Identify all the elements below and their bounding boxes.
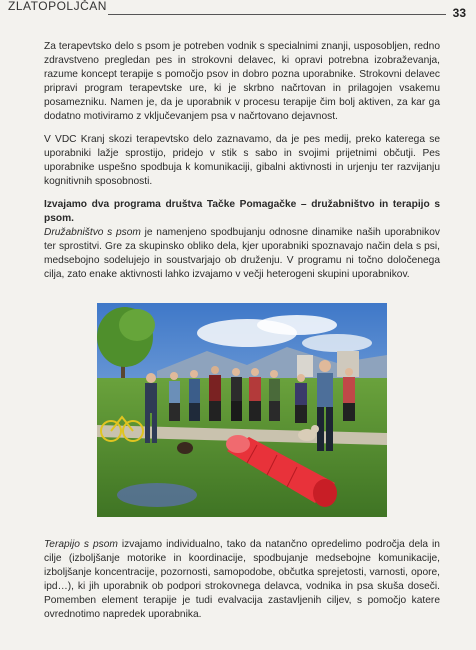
companionship-text: je namenjeno spodbujanju odnosne dinamike naših uporabnikov ter sprostitvi. Gre za skupinsko obliko dela, kjer uporabniki spoznavajo način dela s psi, medsebojno sodelujejo in soustvarjajo ob druženju. V programu ni točno določenega cilja, zato enake aktivnosti lahko izvajamo v večji heterogeni skupini uporabnikov. <box>44 227 440 280</box>
paragraph-programs <box>44 198 440 282</box>
companionship-term: Družabništvo s psom <box>44 227 141 238</box>
therapy-text: izvajamo individualno, tako da natančno opredelimo področja dela in cilje (izboljšanje motorike in koordinacije, spodbujanje medsebojne komunikacije, izboljšanje koncentracije, pozornosti, samopodobe, občutka sprejetosti, varnosti, opore, ipd…), ki jih uporabnik ob podpori strokovnega delavca, vodnika in psa skuša doseči. Pomemben element terapije je tudi evalvacija zastavljenih ciljev, s pomočjo katere ovrednotimo napredek uporabnika. <box>44 539 440 621</box>
therapy-term: Terapijo s psom <box>44 539 118 551</box>
paragraph-therapy-requirements: Za terapevtsko delo s psom je potreben vodnik s specialnimi znanji, usposobljen, redno zdravstveno pregledan pes in strokovni delavec, ki opravi potrebna izobraževanja, razume koncept terapije s pomočjo psov in dobro pozna uporabnike. Strokovni delavec pripravi program terapevtske ure, ki je skrbno načrtovan in prilagojen vsakemu posamezniku. Namen je, da je uporabnik v procesu terapije čim bolj aktiven, za kar ga dodatno motiviramo z vključevanjem psa v načrtovano dejavnost. <box>44 41 440 122</box>
paragraph-therapy <box>44 528 440 632</box>
paragraph-vdc-kranj: V VDC Kranj skozi terapevtsko delo zaznavamo, da je pes medij, preko katerega se uporabniki lažje sprostijo, pridejo v stik s sabo in svojimi prijetnimi občutji. Pes uporabnike uspešno spodbuja k komunikaciji, gibalni aktivnosti in urjenju ter razvijanju kognitivnih sposobnosti. <box>44 134 440 187</box>
magazine-title: ZLATOPOLJČAN <box>8 0 107 13</box>
header-rule <box>108 14 446 15</box>
programs-subheading: Izvajamo dva programa društva Tačke Pomagačke – družabništvo in terapijo s psom. <box>44 199 440 224</box>
page-header <box>8 2 446 18</box>
group-photo <box>97 303 387 517</box>
article-body <box>44 40 440 282</box>
page-number: 33 <box>452 6 466 20</box>
